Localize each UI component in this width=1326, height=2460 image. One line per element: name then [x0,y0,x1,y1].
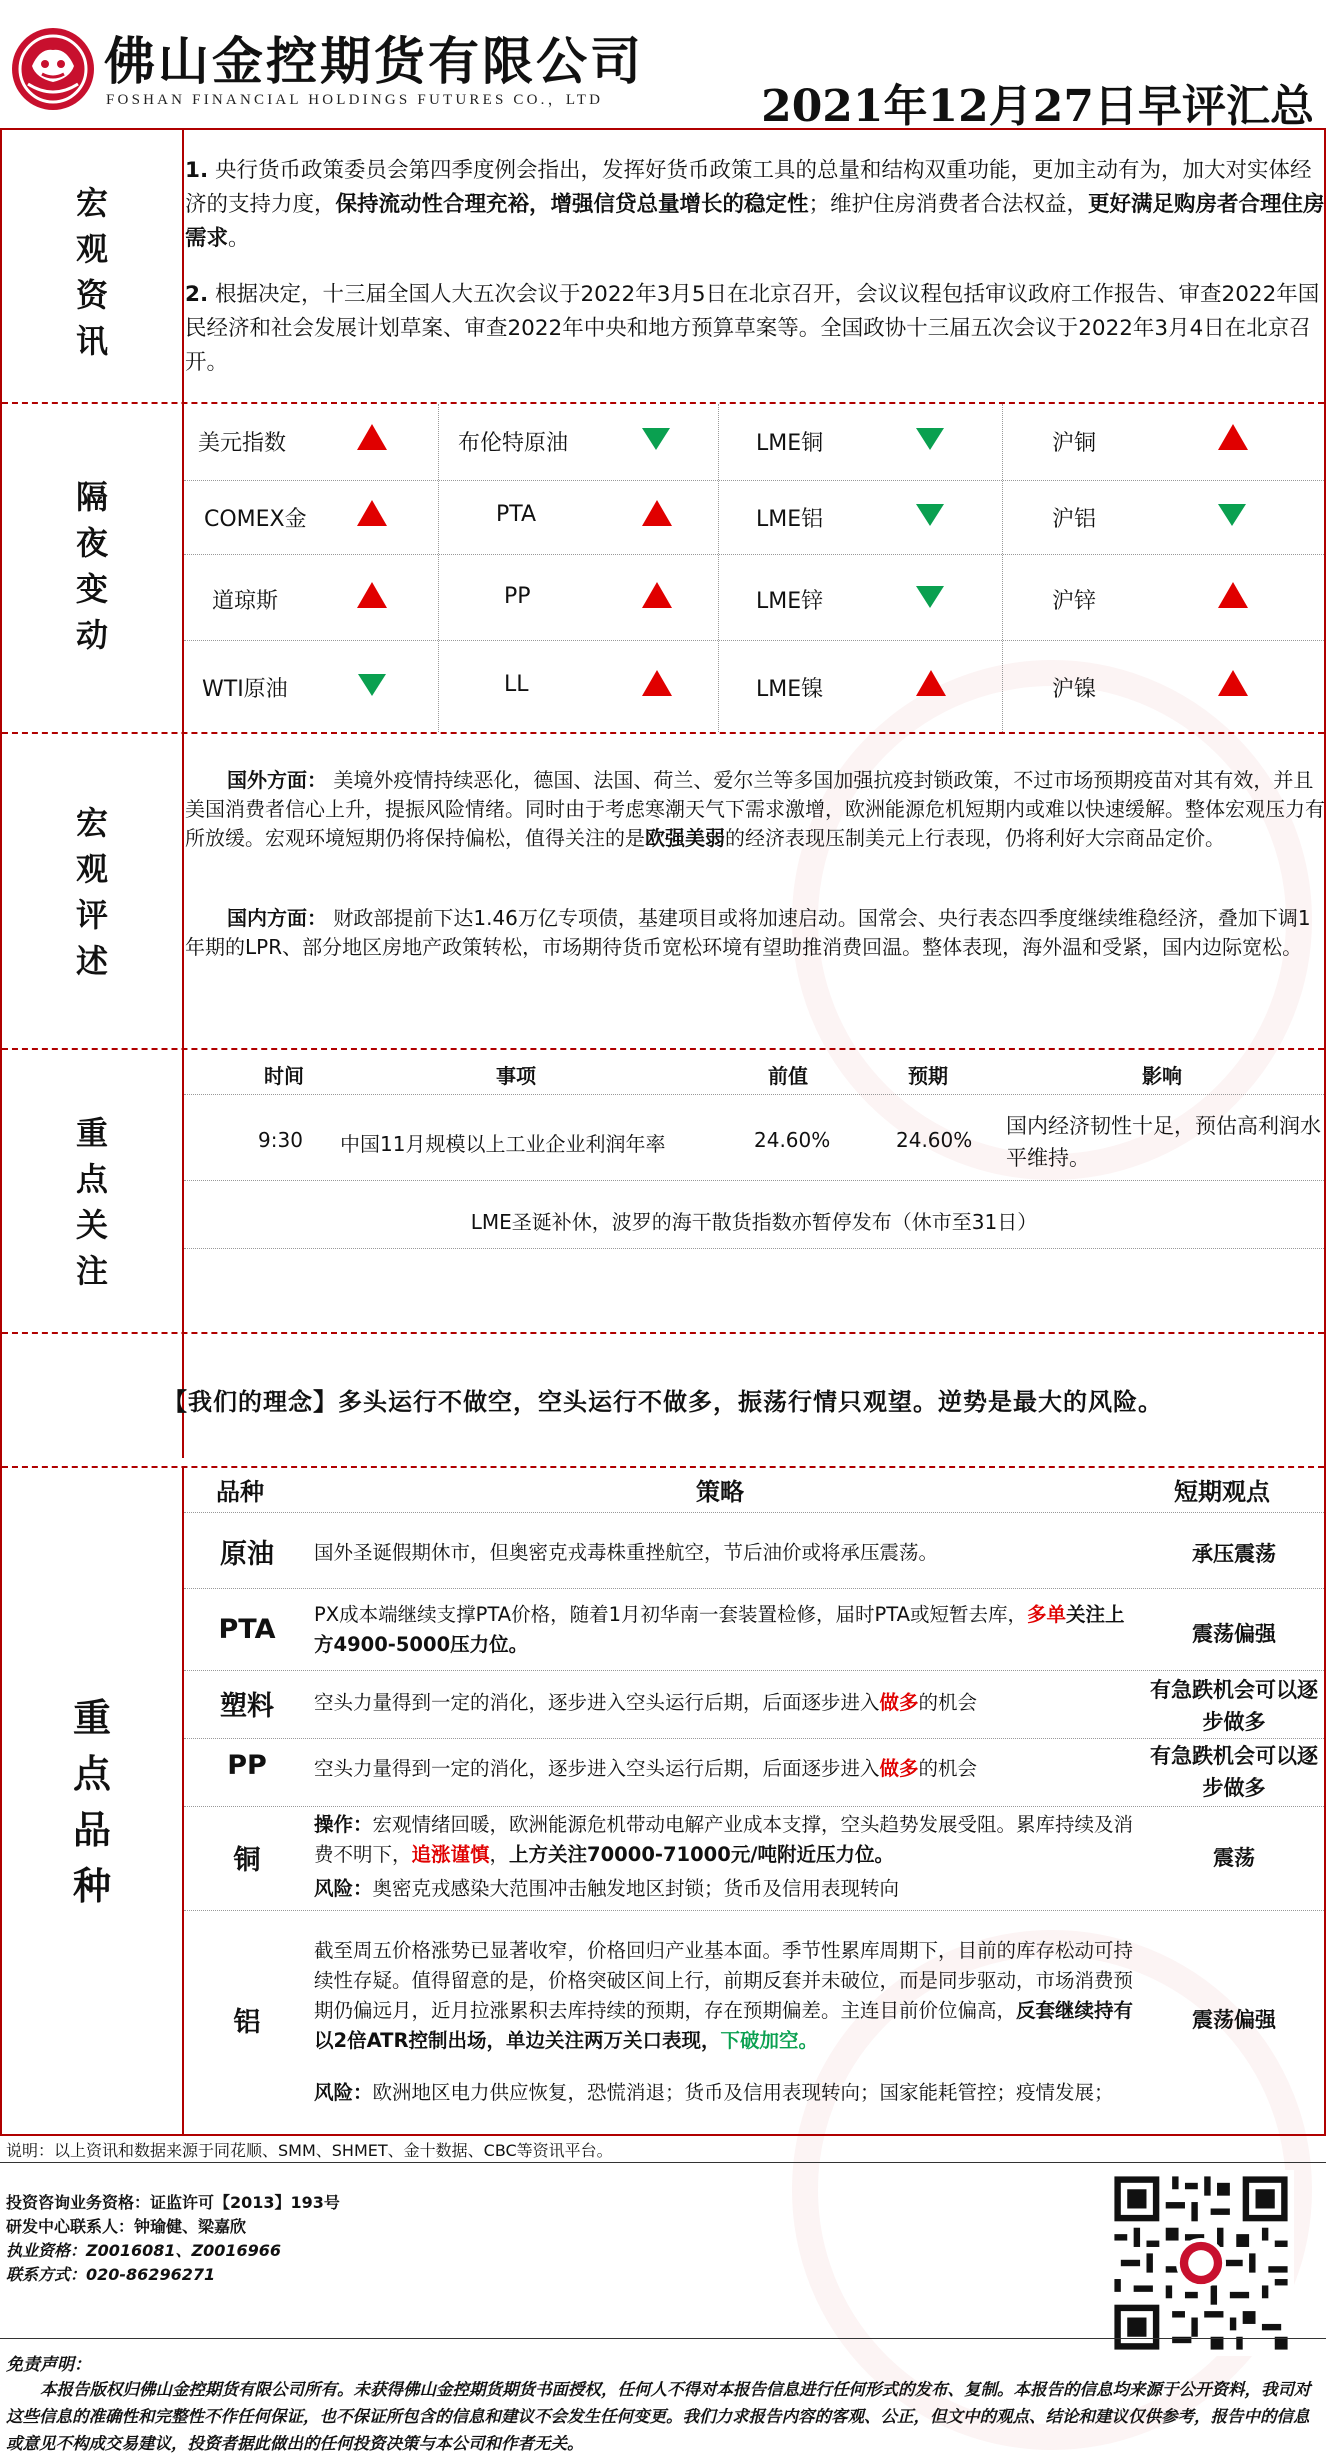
arrow-down-icon [916,504,944,526]
arrow-up-icon [642,582,672,608]
risk-copper: 风险：奥密克戎感染大范围冲击触发地区封锁；货币及信用表现转向 [314,1877,900,1900]
arrow-down-icon [916,428,944,450]
strategy-copper: 操作：宏观情绪回暖，欧洲能源危机带动电解产业成本支撑，空头趋势发展受阻。累库持续及消费不明下，追涨谨慎，上方关注70000-71000元/吨附近压力位。 [314,1813,1134,1866]
product-pta: PTA [218,1614,276,1645]
focus-header-event: 事项 [496,1064,536,1088]
overnight-item: 沪铜 [1052,431,1097,456]
focus-header-time: 时间 [264,1064,304,1088]
label-divider [182,130,184,1458]
section-divider [2,732,1324,734]
product-aluminum: 铝 [233,2007,261,2038]
overnight-item: LL [504,672,529,697]
company-name-cn: 佛山金控期货有限公司 [104,32,645,92]
product-copper: 铜 [233,1845,261,1876]
overnight-item: PP [504,584,531,609]
section-divider [2,1466,1324,1468]
risk-aluminum: 风险：欧洲地区电力供应恢复，恐慌消退；货币及信用表现转向；国家能耗管控；疫情发展； [314,2081,1114,2104]
focus-header-expected: 预期 [908,1064,948,1088]
overnight-item: PTA [496,502,537,527]
macro-news-item-1: 1. 央行货币政策委员会第四季度例会指出，发挥好货币政策工具的总量和结构双重功能，更加主动有为，加大对实体经济的支持力度，保持流动性合理充裕，增强信贷总量增长的稳定性；维护住房消费者合法权益，更好满足购房者合理住房需求。 [185,158,1325,251]
phone: 联系方式：020-86296271 [6,2265,216,2284]
focus-header-impact: 影响 [1142,1064,1182,1088]
focus-note: LME圣诞补休，波罗的海干散货指数亦暂停发布（休市至31日） [470,1210,1038,1234]
focus-time: 9:30 [258,1128,303,1152]
arrow-up-icon [357,500,387,526]
product-plastic: 塑料 [220,1691,274,1722]
focus-impact: 国内经济韧性十足，预估高利润水平维持。 [1006,1114,1321,1170]
section-divider [2,1048,1324,1050]
section-divider [2,402,1324,404]
section-divider [2,1332,1324,1334]
source-note: 说明：以上资讯和数据来源于同花顺、SMM、SHMET、金十数据、CBC等资讯平台。 [6,2141,613,2160]
overnight-item: LME锌 [756,589,824,614]
view-copper: 震荡 [1213,1846,1255,1870]
arrow-up-icon [1218,582,1248,608]
strategy-header-strategy: 策略 [696,1477,744,1506]
contact-persons: 研发中心联系人：钟瑜健、梁嘉欣 [6,2217,247,2236]
strategy-pta: PX成本端继续支撑PTA价格，随着1月初华南一套装置检修，届时PTA或短暂去库，多单关注上方4900-5000压力位。 [314,1603,1125,1656]
section-label-macro-news: 宏 观 资 讯 [75,184,108,360]
license-info: 投资咨询业务资格：证监许可【2013】193号 [6,2193,340,2212]
view-pta: 震荡偏强 [1192,1622,1276,1646]
focus-prev: 24.60% [754,1128,831,1152]
strategy-crude: 国外圣诞假期休市，但奥密克戎毒株重挫航空，节后油价或将承压震荡。 [314,1541,939,1564]
arrow-down-icon [642,428,670,450]
company-name-en: FOSHAN FINANCIAL HOLDINGS FUTURES CO.，LTD [106,92,604,108]
focus-event: 中国11月规模以上工业企业利润年率 [340,1132,666,1156]
view-plastic: 有急跌机会可以逐步做多 [1150,1678,1318,1734]
overnight-item: LME铜 [756,431,824,456]
arrow-down-icon [358,674,386,696]
arrow-down-icon [1218,504,1246,526]
overnight-item: 道琼斯 [212,589,279,614]
section-label-products: 重 点 品 种 [72,1695,111,1908]
strategy-header-product: 品种 [216,1477,264,1506]
arrow-up-icon [1218,670,1248,696]
view-pp: 有急跌机会可以逐步做多 [1150,1744,1318,1800]
overnight-item: 沪铝 [1052,507,1097,532]
disclaimer-title: 免责声明： [6,2355,91,2375]
macro-review-domestic: 国内方面： 财政部提前下达1.46万亿专项债，基建项目或将加速启动。国常会、央行表态四季度继续维稳经济，叠加下调1年期的LPR、部分地区房地产政策转松，市场期待货币宽松环境有望助推消费回温。整体表现，海外温和受紧，国内边际宽松。 [185,906,1311,959]
arrow-up-icon [916,670,946,696]
section-label-macro-review: 宏 观 评 述 [75,804,108,980]
macro-review-foreign: 国外方面： 美境外疫情持续恶化，德国、法国、荷兰、爱尔兰等多国加强抗疫封锁政策，不过市场预期疫苗对其有效，并且美国消费者信心上升，提振风险情绪。同时由于考虑寒潮天气下需求激增，欧洲能源危机短期内或难以快速缓解。整体宏观压力有所放缓。宏观环境短期仍将保持偏松，值得关注的是欧强美弱的经济表现压制美元上行表现，仍将利好大宗商品定价。 [185,768,1325,850]
report-frame [0,128,1326,2134]
arrow-up-icon [1218,424,1248,450]
overnight-item: 沪锌 [1052,589,1097,614]
arrow-up-icon [642,500,672,526]
strategy-header-view: 短期观点 [1174,1477,1270,1506]
arrow-up-icon [642,670,672,696]
strategy-aluminum: 截至周五价格涨势已显著收窄，价格回归产业基本面。季节性累库周期下，目前的库存松动可持续性存疑。值得留意的是，价格突破区间上行，前期反套并未破位，而是同步驱动，市场消费预期仍偏远月，近月拉涨累积去库持续的预期，存在预期偏差。主连目前价位偏高，反套继续持有以2倍ATR控制出场，单边关注两万关口表现，下破加空。 [314,1939,1134,2052]
qr-code-icon[interactable] [1108,2170,1294,2356]
report-title: 2021年12月27日早评汇总 [761,81,1314,132]
overnight-item: 美元指数 [198,431,287,456]
lion-head-logo-icon [10,26,96,112]
investment-philosophy: 【我们的理念】多头运行不做空，空头运行不做多，振荡行情只观望。逆势是最大的风险。 [163,1387,1163,1416]
product-crude: 原油 [220,1539,274,1570]
certification: 执业资格：Z0016081、Z0016966 [6,2241,282,2260]
product-pp: PP [227,1750,267,1781]
arrow-down-icon [916,586,944,608]
view-aluminum: 震荡偏强 [1192,2008,1276,2032]
view-crude: 承压震荡 [1192,1542,1276,1566]
section-label-overnight: 隔 夜 变 动 [75,478,108,654]
section-label-focus: 重 点 关 注 [75,1114,108,1290]
overnight-item: 布伦特原油 [458,431,569,456]
focus-expected: 24.60% [896,1128,973,1152]
focus-header-prev: 前值 [768,1064,808,1088]
macro-news-item-2: 2. 根据决定，十三届全国人大五次会议于2022年3月5日在北京召开，会议议程包括审议政府工作报告、审查2022年国民经济和社会发展计划草案、审查2022年中央和地方预算草案等。全国政协十三届五次会议于2022年3月4日在北京召开。 [185,282,1320,375]
overnight-item: COMEX金 [204,507,307,532]
arrow-up-icon [357,424,387,450]
strategy-pp: 空头力量得到一定的消化，逐步进入空头运行后期，后面逐步进入做多的机会 [314,1757,978,1780]
overnight-item: WTI原油 [202,677,288,702]
strategy-plastic: 空头力量得到一定的消化，逐步进入空头运行后期，后面逐步进入做多的机会 [314,1691,978,1714]
overnight-item: 沪镍 [1052,677,1097,702]
arrow-up-icon [357,582,387,608]
report-header [0,0,1326,132]
overnight-item: LME镍 [756,677,824,702]
disclaimer-text: 本报告版权归佛山金控期货有限公司所有。未获得佛山金控期货期货书面授权，任何人不得对本报告信息进行任何形式的发布、复制。本报告的信息均来源于公开资料，我司对这些信息的准确性和完整性不作任何保证，也不保证所包含的信息和建议不会发生任何变更。我们力求报告内容的客观、公正，但文中的观点、结论和建议仅供参考，报告中的信息或意见不构成交易建议，投资者据此做出的任何投资决策与本公司和作者无关。 [6,2380,1311,2453]
overnight-item: LME铝 [756,507,824,532]
